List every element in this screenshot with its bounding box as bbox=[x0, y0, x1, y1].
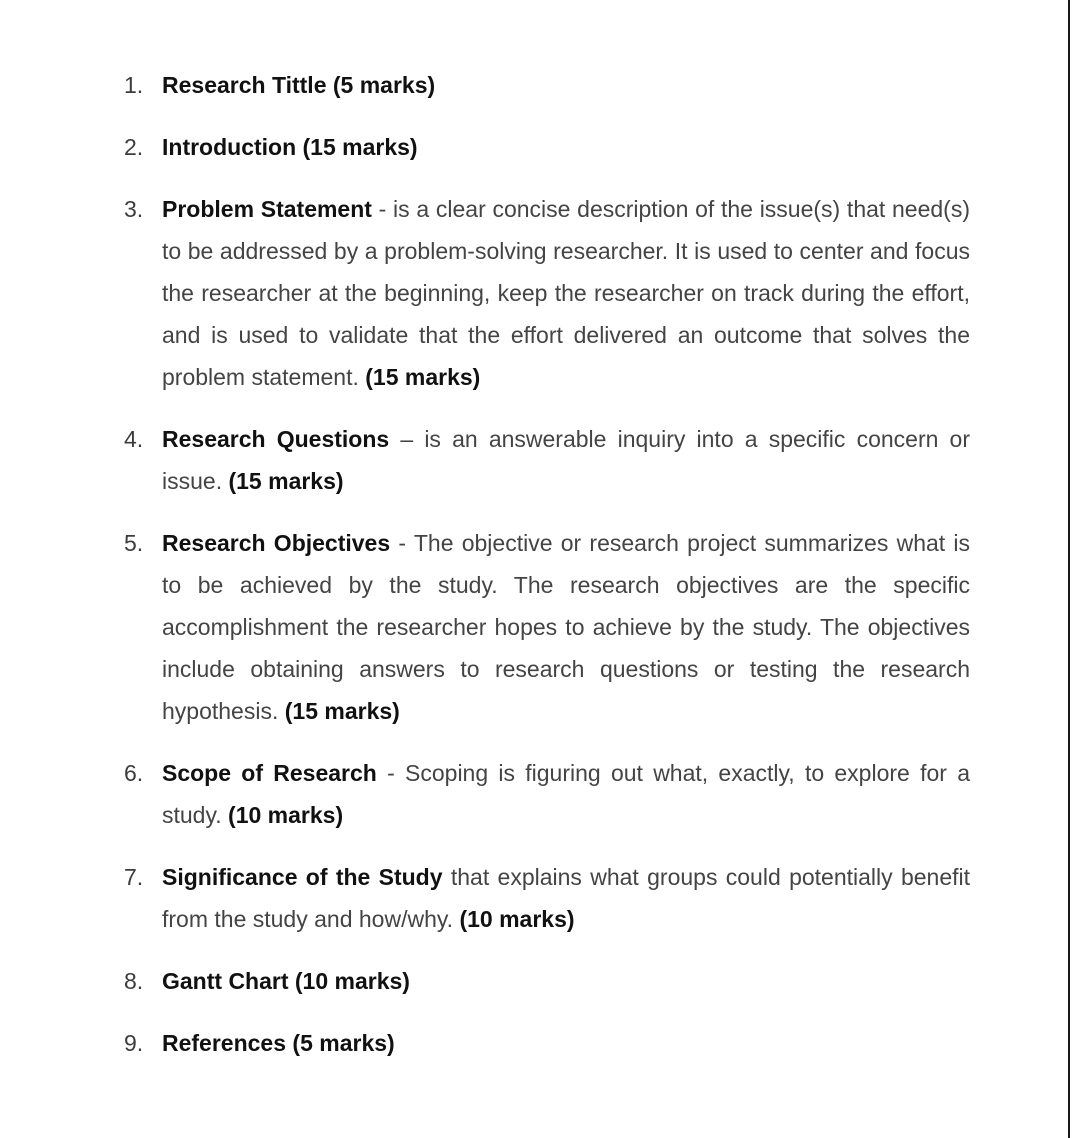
list-item bbox=[0, 752, 1080, 836]
item-number: 6. bbox=[124, 760, 144, 786]
item-title: Introduction (15 marks) bbox=[162, 134, 418, 160]
list-item bbox=[0, 188, 1080, 398]
item-number: 5. bbox=[124, 530, 144, 556]
item-marks: (10 marks) bbox=[228, 802, 344, 828]
item-title: Gantt Chart (10 marks) bbox=[162, 968, 410, 994]
item-marks: (15 marks) bbox=[365, 364, 481, 390]
list-item bbox=[0, 418, 1080, 502]
item-title: Problem Statement bbox=[162, 196, 372, 222]
list-item bbox=[0, 1022, 1080, 1064]
item-description: The objective or research project summarizes what is to be achieved by the study. The research objectives are the specific accomplishment the researcher hopes to achieve by the study. The objectives include obtaining answers to research questions or testing the research hypothesis. bbox=[162, 530, 971, 724]
item-title: References (5 marks) bbox=[162, 1030, 395, 1056]
item-marks: (15 marks) bbox=[228, 468, 344, 494]
item-number: 2. bbox=[124, 134, 144, 160]
item-title: Significance of the Study bbox=[162, 864, 443, 890]
item-number: 4. bbox=[124, 426, 144, 452]
item-description: is a clear concise description of the issue(s) that need(s) to be addressed by a problem-solving researcher. It is used to center and focus the researcher at the beginning, keep the researcher on track during the effort, and is used to validate that the effort delivered an outcome that solves the problem statement. bbox=[162, 196, 970, 390]
item-separator: - bbox=[371, 196, 394, 222]
item-body bbox=[162, 960, 970, 1002]
item-separator: - bbox=[376, 760, 406, 786]
list-item bbox=[0, 64, 1080, 106]
item-title: Research Objectives bbox=[162, 530, 391, 556]
item-body bbox=[162, 188, 970, 398]
item-body bbox=[162, 1022, 970, 1064]
marking-criteria-list bbox=[0, 64, 1080, 1084]
item-number: 9. bbox=[124, 1030, 144, 1056]
item-marks: (10 marks) bbox=[459, 906, 575, 932]
item-body bbox=[162, 418, 970, 502]
item-title: Research Questions bbox=[162, 426, 390, 452]
item-separator: - bbox=[390, 530, 414, 556]
item-title: Research Tittle (5 marks) bbox=[162, 72, 436, 98]
item-body bbox=[162, 522, 970, 732]
item-number: 8. bbox=[124, 968, 144, 994]
item-body bbox=[162, 752, 970, 836]
list-item bbox=[0, 522, 1080, 732]
item-description: is an answerable inquiry into a specific concern or issue. bbox=[162, 426, 970, 494]
item-number: 7. bbox=[124, 864, 144, 890]
list-item bbox=[0, 126, 1080, 168]
item-body bbox=[162, 126, 970, 168]
list-item bbox=[0, 960, 1080, 1002]
item-number: 1. bbox=[124, 72, 144, 98]
item-description: that explains what groups could potentially benefit from the study and how/why. bbox=[162, 864, 971, 932]
item-title: Scope of Research bbox=[162, 760, 377, 786]
item-number: 3. bbox=[124, 196, 144, 222]
item-body bbox=[162, 856, 970, 940]
item-separator bbox=[443, 864, 451, 890]
item-separator: – bbox=[389, 426, 425, 452]
item-description: Scoping is figuring out what, exactly, to explore for a study. bbox=[162, 760, 970, 828]
item-body bbox=[162, 64, 970, 106]
item-marks: (15 marks) bbox=[284, 698, 400, 724]
list-item bbox=[0, 856, 1080, 940]
